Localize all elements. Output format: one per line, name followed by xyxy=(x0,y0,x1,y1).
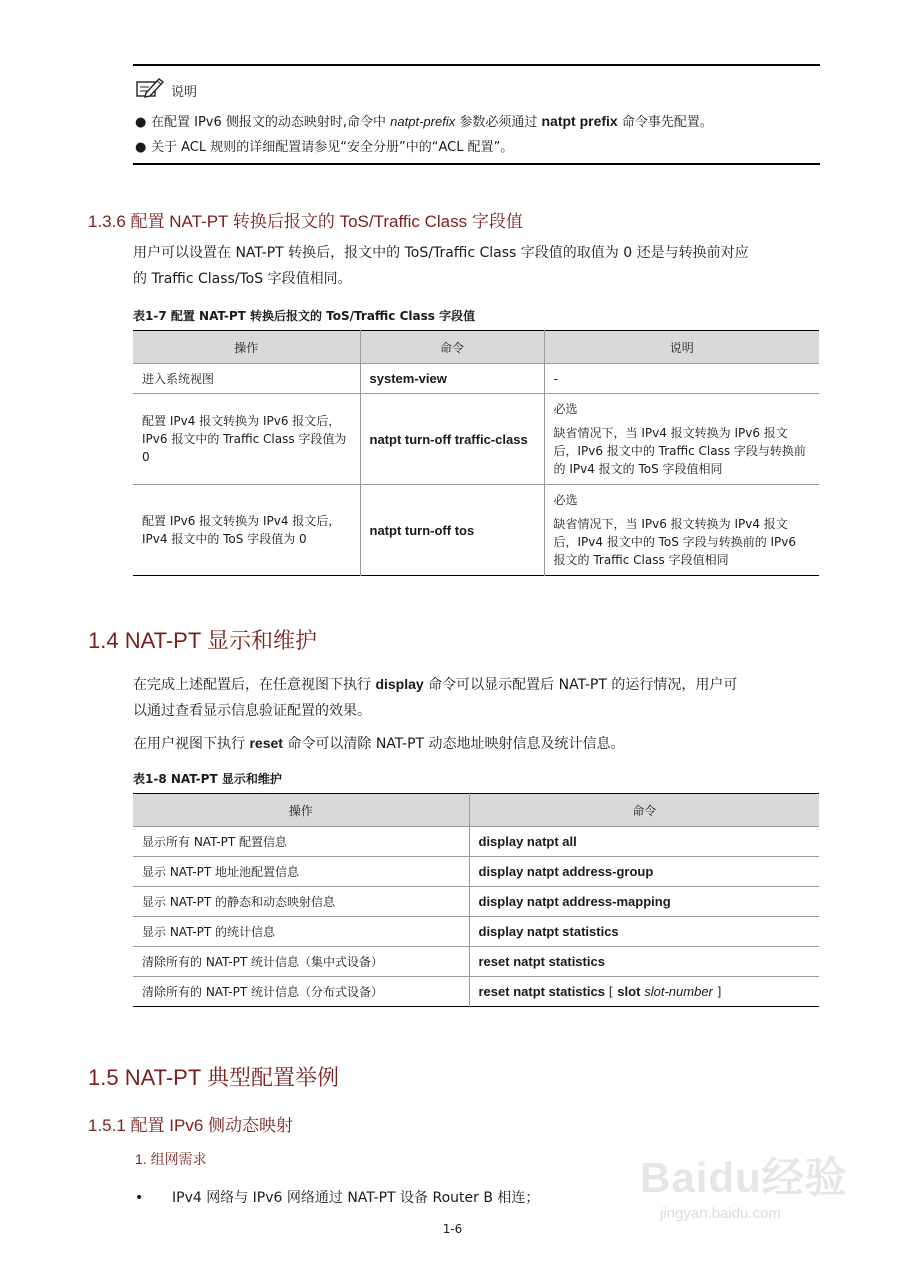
note-bullet-1: ● 在配置 IPv6 侧报文的动态映射时,命令中 natpt-prefix 参数必须通过 natpt prefix 命令事先配置。 xyxy=(135,113,713,130)
op-cell: 配置 IPv4 报文转换为 IPv6 报文后，IPv6 报文中的 Traffic Class 字段值为 0 xyxy=(133,394,360,485)
table-1-8-caption: 表1-8 NAT-PT 显示和维护 xyxy=(133,772,282,786)
section-1-5-heading: 1.5 NAT-PT 典型配置举例 xyxy=(88,1065,340,1090)
op-cell: 清除所有的 NAT-PT 统计信息（分布式设备） xyxy=(133,977,469,1007)
bracket: [ xyxy=(608,985,614,999)
note-title: 说明 xyxy=(171,85,198,100)
op-cell: 显示 NAT-PT 地址池配置信息 xyxy=(133,857,469,887)
item-heading: 1. 组网需求 xyxy=(135,1151,207,1167)
table-row xyxy=(133,364,819,394)
table-1-7 xyxy=(133,330,819,576)
para-text: 在用户视图下执行 xyxy=(133,736,250,752)
paragraph-line: 的 Traffic Class/ToS 字段值相同。 xyxy=(133,271,352,287)
desc-required: 必选 xyxy=(553,493,578,507)
desc-text: 缺省情况下，当 IPv4 报文转换为 IPv6 报文后，IPv6 报文中的 Traffic Class 字段与转换前的 IPv4 报文的 ToS 字段值相同 xyxy=(553,426,806,476)
watermark-url: jingyan.baidu.com xyxy=(660,1205,781,1222)
table-row xyxy=(133,917,819,947)
table-row xyxy=(133,827,819,857)
note-bullet-1-mid: 参数必须通过 xyxy=(455,115,542,130)
note-cmd: natpt prefix xyxy=(541,113,618,129)
op-cell: 显示 NAT-PT 的统计信息 xyxy=(133,917,469,947)
section-1-4-paragraph-1 xyxy=(133,671,823,724)
op-cell: 配置 IPv6 报文转换为 IPv4 报文后，IPv4 报文中的 ToS 字段值为 0 xyxy=(133,485,360,576)
para-text: 命令可以清除 NAT-PT 动态地址映射信息及统计信息。 xyxy=(282,736,625,752)
para-text: 在完成上述配置后，在任意视图下执行 xyxy=(133,677,376,693)
cmd-text: reset natpt statistics xyxy=(478,984,605,999)
section-1-3-6-paragraph xyxy=(133,240,823,292)
desc-cell xyxy=(544,485,819,576)
paragraph-line: 用户可以设置在 NAT-PT 转换后，报文中的 ToS/Traffic Class 字段值的取值为 0 还是与转换前对应 xyxy=(133,245,749,261)
cmd-cell: system-view xyxy=(360,364,544,394)
cmd-cell: natpt turn-off tos xyxy=(360,485,544,576)
note-bullet-2-text: 关于 ACL 规则的详细配置请参见“安全分册”中的“ACL 配置”。 xyxy=(151,140,514,155)
note-top-rule xyxy=(133,64,820,66)
bracket: ] xyxy=(716,985,722,999)
op-cell: 显示 NAT-PT 的静态和动态映射信息 xyxy=(133,887,469,917)
table-row xyxy=(133,977,819,1007)
cmd-cell: natpt turn-off traffic-class xyxy=(360,394,544,485)
table-1-7-caption: 表1-7 配置 NAT-PT 转换后报文的 ToS/Traffic Class 字段值 xyxy=(133,309,476,323)
desc-cell: - xyxy=(553,371,558,386)
table-header-row xyxy=(133,331,819,364)
note-header xyxy=(135,76,197,100)
table-row xyxy=(133,394,819,485)
table-header-cell: 操作 xyxy=(133,794,469,827)
section-1-5-1-heading: 1.5.1 配置 IPv6 侧动态映射 xyxy=(88,1116,293,1135)
table-header-row xyxy=(133,794,819,827)
section-1-3-6-heading: 1.3.6 配置 NAT-PT 转换后报文的 ToS/Traffic Class 字段值 xyxy=(88,212,523,231)
desc-required: 必选 xyxy=(553,402,578,416)
table-row xyxy=(133,887,819,917)
section-1-4-heading: 1.4 NAT-PT 显示和维护 xyxy=(88,628,318,653)
table-row xyxy=(133,485,819,576)
cmd-cell: reset natpt statistics xyxy=(478,954,605,969)
table-header-cell: 命令 xyxy=(360,331,544,364)
table-row xyxy=(133,947,819,977)
cmd-cell: display natpt all xyxy=(478,834,577,849)
table-row xyxy=(133,857,819,887)
op-cell: 清除所有的 NAT-PT 统计信息（集中式设备） xyxy=(133,947,469,977)
baidu-watermark xyxy=(640,1145,870,1225)
table-header-cell: 命令 xyxy=(469,794,819,827)
slot-keyword: slot xyxy=(617,984,641,999)
cmd-cell: display natpt statistics xyxy=(478,924,619,939)
watermark-logo: Baidu经验 xyxy=(640,1154,848,1201)
cmd-cell xyxy=(469,977,819,1007)
section-1-4-paragraph-2 xyxy=(133,730,823,757)
desc-cell xyxy=(544,394,819,485)
note-bullet-1-post: 命令事先配置。 xyxy=(617,115,713,130)
cmd-cell: display natpt address-group xyxy=(478,864,654,879)
note-bottom-rule xyxy=(133,163,820,165)
note-bullet-2: ● 关于 ACL 规则的详细配置请参见“安全分册”中的“ACL 配置”。 xyxy=(135,140,514,155)
desc-text: 缺省情况下，当 IPv6 报文转换为 IPv4 报文后，IPv4 报文中的 ToS 字段与转换前的 IPv6 报文的 Traffic Class 字段值相同 xyxy=(553,517,797,567)
op-cell: 进入系统视图 xyxy=(133,364,360,394)
note-bullet-1-text: 在配置 IPv6 侧报文的动态映射时,命令中 xyxy=(151,115,391,130)
slot-argument: slot-number xyxy=(644,984,713,999)
section-1-5-bullet: • IPv4 网络与 IPv6 网络通过 NAT-PT 设备 Router B 相连； xyxy=(135,1190,540,1206)
note-arg: natpt-prefix xyxy=(390,114,456,129)
pencil-note-icon xyxy=(135,76,165,100)
table-header-cell: 操作 xyxy=(133,331,360,364)
para-text: 命令可以显示配置后 NAT-PT 的运行情况，用户可 xyxy=(423,677,738,693)
display-command: display xyxy=(375,676,424,692)
page-number: 1-6 xyxy=(442,1222,463,1236)
table-1-8 xyxy=(133,793,819,1007)
table-header-cell: 说明 xyxy=(544,331,819,364)
bullet-text: IPv4 网络与 IPv6 网络通过 NAT-PT 设备 Router B 相连； xyxy=(172,1190,540,1206)
para-text: 以通过查看显示信息验证配置的效果。 xyxy=(133,703,371,719)
cmd-cell: display natpt address-mapping xyxy=(478,894,671,909)
reset-command: reset xyxy=(249,735,283,751)
op-cell: 显示所有 NAT-PT 配置信息 xyxy=(133,827,469,857)
